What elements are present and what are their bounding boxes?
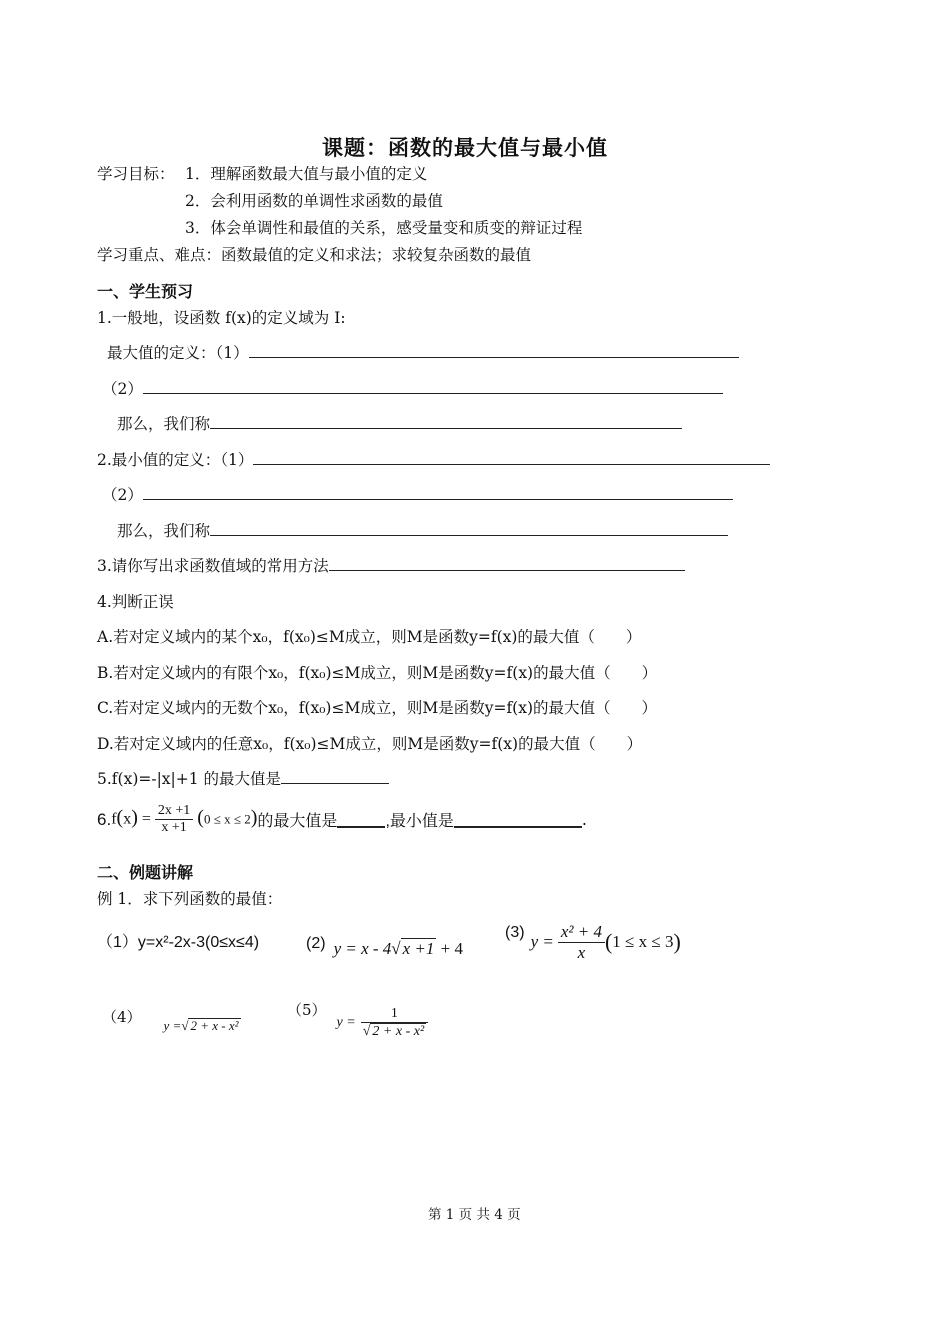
p3-formula: y = $\frac{\text{x² + 4}}{x}$ ( 1 ≤ x ≤ 3 ) [530, 922, 681, 962]
q6-formula: f(x) = $\frac{2x +1}{x +1}$ (0 ≤ x ≤ 2) [111, 803, 258, 836]
q4-heading: 4.判断正误 [97, 593, 174, 611]
p3-lhs: y = [530, 932, 554, 952]
p5-numerator: 1 [361, 1006, 428, 1023]
objective-item-1: 1．理解函数最大值与最小值的定义 [185, 165, 428, 183]
section2-heading: 二、例题讲解 [97, 863, 194, 882]
page-footer: 第 1 页 共 4 页 [428, 1207, 521, 1223]
q1-then [117, 412, 682, 434]
q6-max-text: 的最大值是 [257, 811, 338, 831]
q6-fx: f [111, 810, 117, 828]
p2-radicand: x +1 [402, 939, 435, 958]
q2-then [117, 519, 728, 541]
answer-blank[interactable] [210, 416, 682, 429]
p4-label: （4） [102, 1008, 142, 1026]
p3-denominator: x [577, 942, 586, 962]
q2-min-def-label: 2.最小值的定义：（1） [97, 451, 254, 469]
p2-tail: + 4 [440, 939, 464, 958]
objective-item-3: 3．体会单调性和最值的关系，感受量变和质变的辩证过程 [185, 219, 583, 237]
p5-fraction [360, 1006, 429, 1041]
answer-blank[interactable] [281, 771, 389, 784]
q1-max-def-label: 最大值的定义：（1） [107, 344, 249, 362]
example1-problem-3 [505, 922, 681, 963]
p2-lhs: y = x - 4 [333, 939, 392, 958]
p3-label: (3) [505, 924, 525, 942]
q3 [97, 554, 685, 576]
p4-formula: y =√ 2 + x - x² [163, 1018, 239, 1033]
q2-part2-label: （2） [102, 486, 143, 504]
example1-problem-2 [306, 928, 463, 959]
p5-lhs: y = [336, 1015, 356, 1031]
p5-label: （5） [287, 1000, 327, 1019]
q5 [97, 767, 389, 789]
answer-blank[interactable] [143, 487, 733, 500]
q2-then-label: 那么，我们称 [117, 522, 211, 540]
key-points: 学习重点、难点：函数最值的定义和求法；求较复杂函数的最值 [97, 246, 532, 264]
answer-blank[interactable] [143, 381, 723, 394]
q3-label: 3.请你写出求函数值域的常用方法 [97, 557, 329, 575]
p5-formula [337, 1006, 430, 1041]
q6-label: 6. [97, 809, 112, 829]
p4-lhs: y = [163, 1018, 182, 1033]
example1-problem-1: （1）y=x²-2x-3(0≤x≤4) [97, 934, 260, 951]
q1-part2 [102, 377, 723, 399]
p2-formula: y = x - 4√ x +1 + 4 [333, 939, 464, 958]
p3-numerator: x² + 4 [558, 922, 605, 943]
q1-max-definition [107, 341, 739, 363]
q2-part2 [102, 483, 733, 505]
q6-fraction [155, 803, 193, 837]
page-title: 课题：函数的最大值与最小值 [322, 136, 608, 160]
p5-radicand: 2 + x - x² [372, 1024, 425, 1040]
q4-option-d: D.若对定义域内的任意x₀，f(x₀)≤M成立，则M是函数y=f(x)的最大值（ ） [97, 735, 643, 753]
example1-problem-5 [287, 1000, 429, 1041]
q6-x: x [123, 810, 132, 828]
q1-part2-label: （2） [102, 380, 143, 398]
q6-min-text: ,最小值是 [385, 813, 454, 831]
q5-label: 5.f(x)=-|x|+1 的最大值是 [97, 770, 282, 788]
q6-denominator: x +1 [161, 820, 187, 836]
objective-item-2: 2．会利用函数的单调性求函数的最值 [185, 192, 443, 210]
answer-blank[interactable] [253, 452, 770, 465]
section1-heading: 一、学生预习 [97, 282, 194, 301]
answer-blank[interactable] [329, 558, 685, 571]
q6-eq: = [141, 810, 151, 828]
example1-problem-4 [102, 1006, 241, 1034]
answer-blank[interactable] [210, 523, 728, 536]
q2-min-definition [97, 448, 770, 470]
q4-option-b: B.若对定义域内的有限个x₀，f(x₀)≤M成立，则M是函数y=f(x)的最大值（ ） [97, 664, 658, 682]
q6-numerator: 2x +1 [155, 803, 193, 820]
q4-option-a: A.若对定义域内的某个x₀，f(x₀)≤M成立，则M是函数y=f(x)的最大值（ ） [97, 628, 642, 646]
objectives-label: 学习目标： [97, 165, 175, 183]
p5-denominator: √ 2 + x - x² [362, 1024, 425, 1040]
answer-blank[interactable] [337, 812, 385, 828]
q1-then-label: 那么，我们称 [117, 415, 211, 433]
q6-domain: 0 ≤ x ≤ 2 [203, 811, 251, 827]
q1-text: 1.一般地，设函数 f(x)的定义域为 I: [97, 309, 346, 327]
answer-blank[interactable] [249, 345, 739, 358]
p3-domain: 1 ≤ x ≤ 3 [612, 932, 674, 952]
q4-option-c: C.若对定义域内的无数个x₀，f(x₀)≤M成立，则M是函数y=f(x)的最大值（ ） [97, 699, 658, 717]
answer-blank[interactable] [454, 812, 582, 828]
q6-end: . [581, 810, 587, 830]
p3-fraction [558, 922, 605, 963]
p4-radicand: 2 + x - x² [190, 1018, 239, 1033]
q6 [97, 803, 587, 837]
example1-text: 例 1．求下列函数的最值： [97, 890, 283, 908]
p2-label: (2) [306, 934, 326, 952]
